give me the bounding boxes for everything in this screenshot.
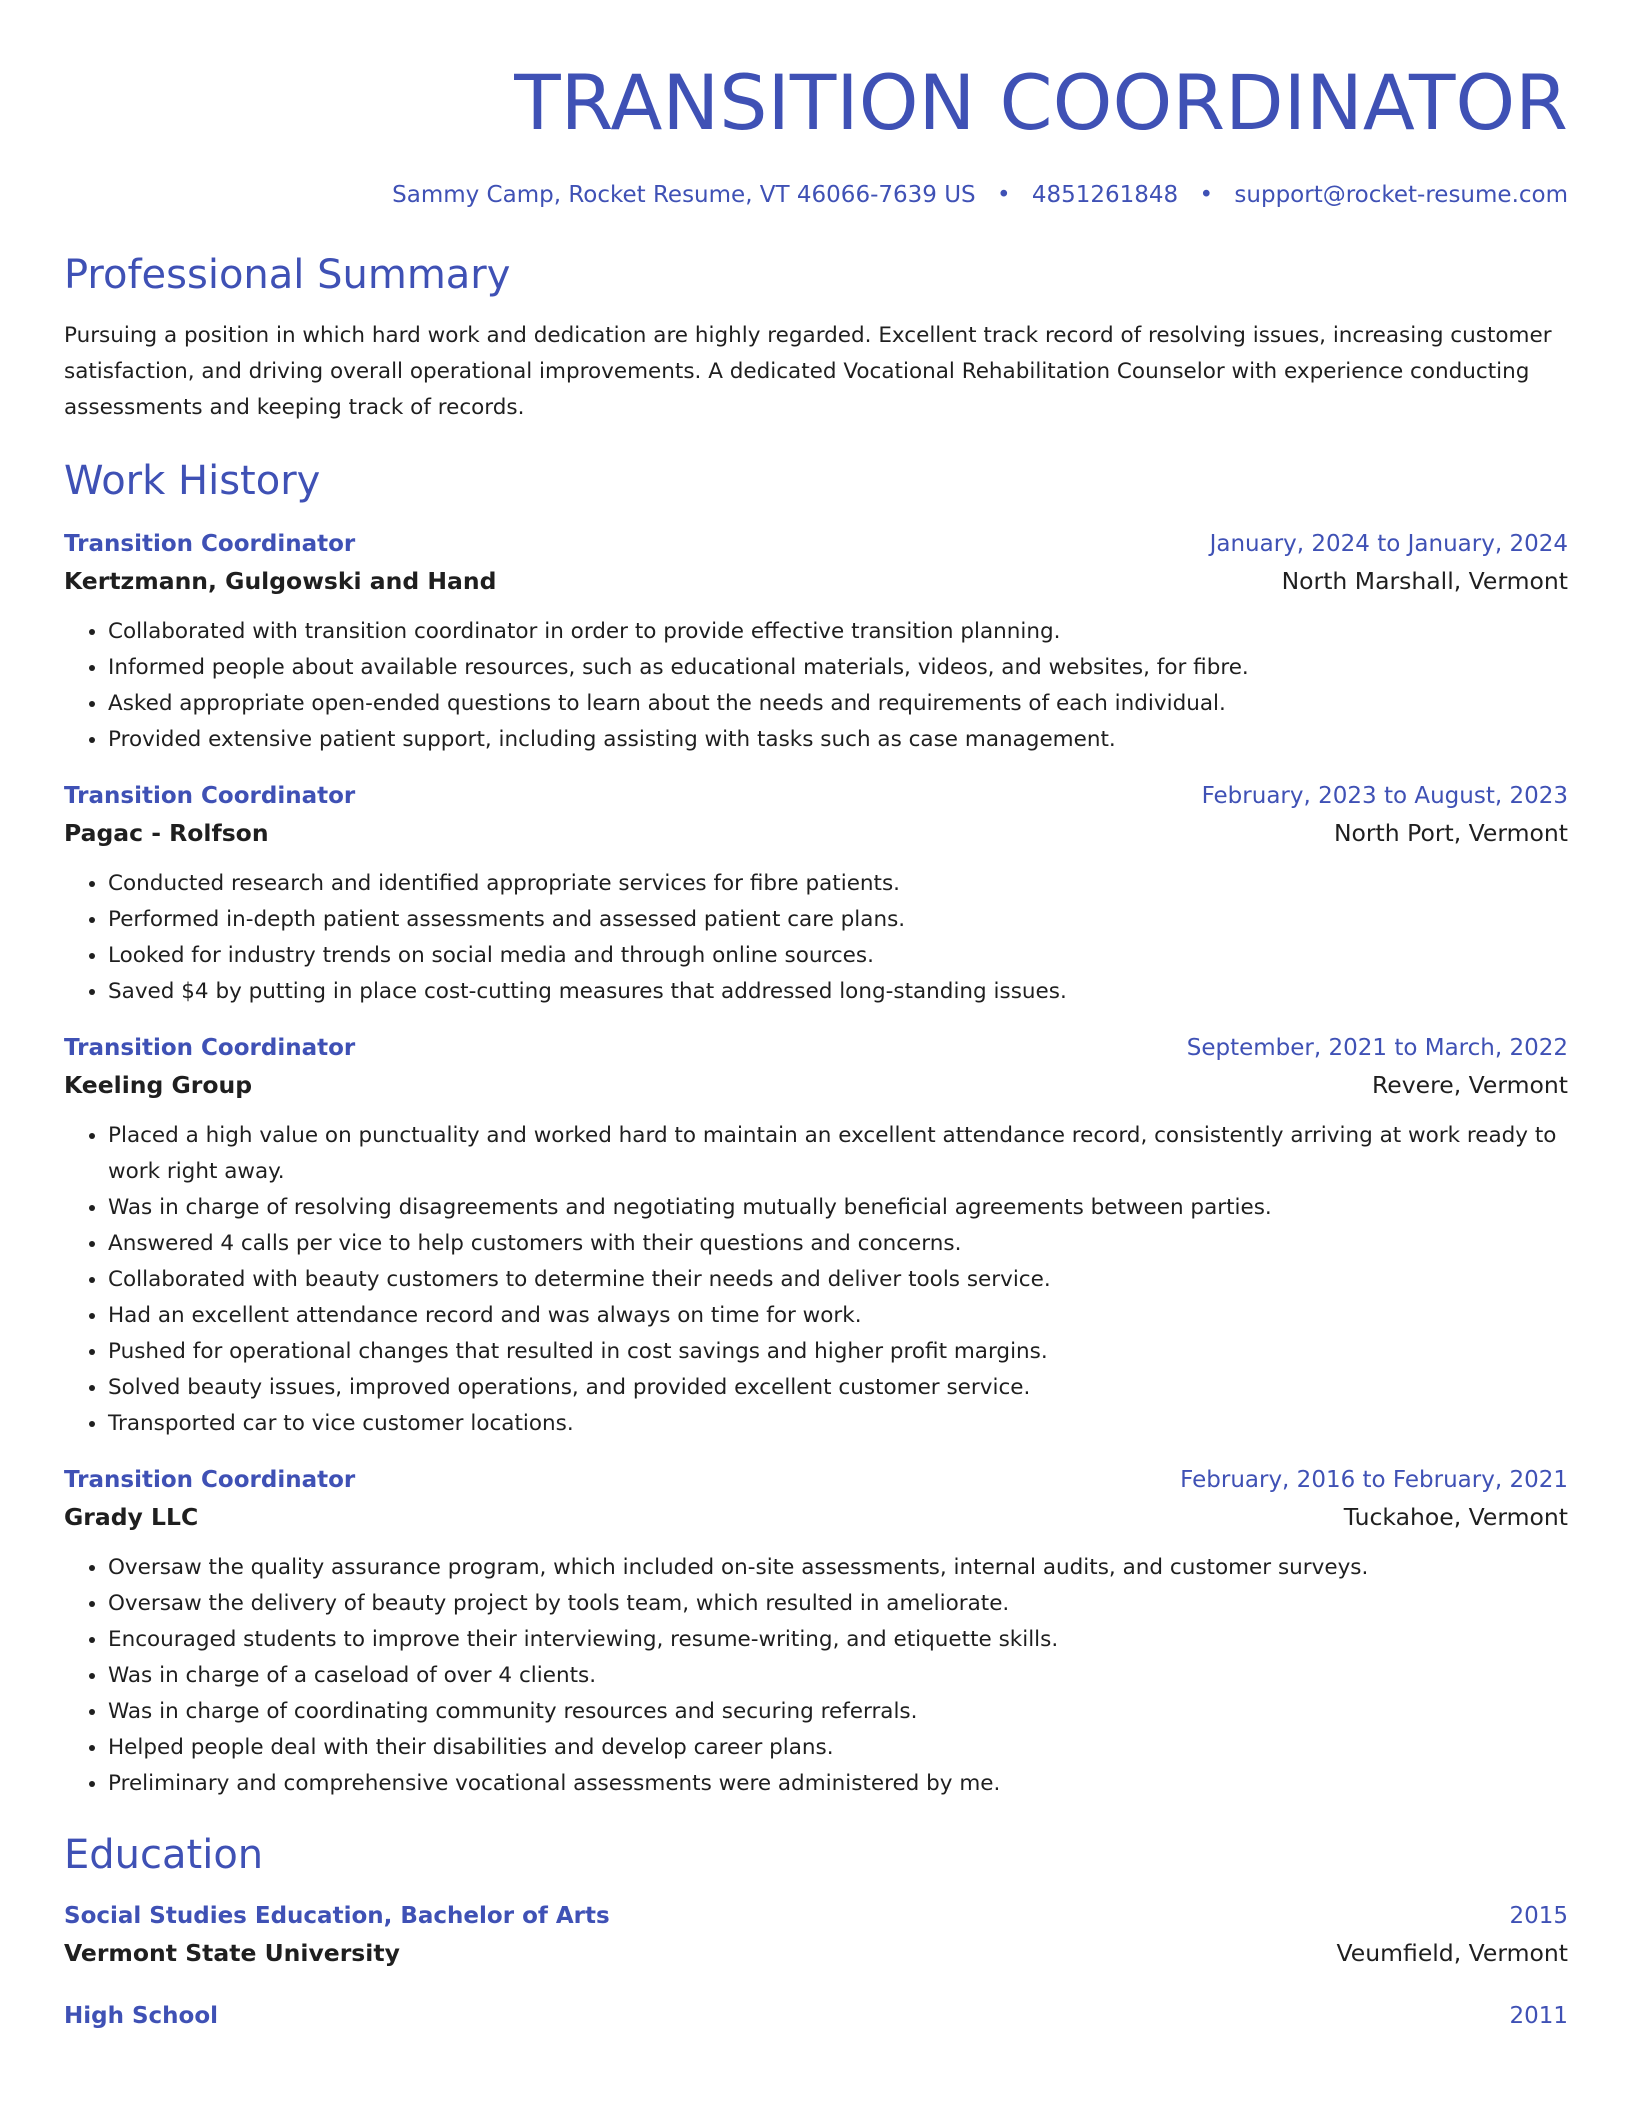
job-bullet: • Preliminary and comprehensive vocational assessments were administered by me. [108,1766,1568,1802]
job-title: Transition Coordinator [64,1467,356,1493]
company-name: Pagac - Rolfson [64,819,269,847]
work-history-list [64,526,1568,1802]
job-title: Transition Coordinator [64,783,356,809]
job-bullet: • Provided extensive patient support, including assisting with tasks such as case management. [108,722,1568,758]
contact-phone: 4851261848 [1031,182,1179,208]
job-bullets [64,1550,1568,1802]
contact-separator: • [1199,182,1214,208]
company-name: Kertzmann, Gulgowski and Hand [64,567,497,595]
education-degree: High School [64,2003,219,2029]
education-school-row [64,1934,1568,1972]
job-company-row [64,1066,1568,1104]
education-header-row [64,1998,1568,2034]
education-degree: Social Studies Education, Bachelor of Arts [64,1903,610,1929]
job-bullet: • Asked appropriate open-ended questions to learn about the needs and requirements of each individual. [108,686,1568,722]
job-bullet: • Helped people deal with their disabilities and develop career plans. [108,1730,1568,1766]
job-bullet: • Answered 4 calls per vice to help customers with their questions and concerns. [108,1226,1568,1262]
job-title: Transition Coordinator [64,531,356,557]
job-header-row [64,778,1568,814]
education-year: 2011 [1509,2003,1568,2029]
job-bullet: • Was in charge of a caseload of over 4 clients. [108,1658,1568,1694]
job-dates: February, 2023 to August, 2023 [1201,783,1568,809]
education-heading: Education [64,1832,264,1878]
job-title: Transition Coordinator [64,1035,356,1061]
education-entry [64,1998,1568,2034]
contact-email: support@rocket-resume.com [1234,182,1568,208]
resume-page [64,0,1568,2034]
job-dates: September, 2021 to March, 2022 [1186,1035,1568,1061]
summary-text: Pursuing a position in which hard work and dedication are highly regarded. Excellent track record of resolving issues, increasing customer satisfaction, and driving overall operational improvements. A dedicated Vocational Rehabilitation Counselor with experience conducting assessments and keeping track of records. [64,323,1552,420]
job-bullet: • Placed a high value on punctuality and worked hard to maintain an excellent attendance record, consistently arriving at work ready to work right away. [108,1118,1568,1190]
job-company-row [64,1498,1568,1536]
job-entry [64,1030,1568,1442]
education-header-row [64,1898,1568,1934]
job-entry [64,1462,1568,1802]
education-school: Vermont State University [64,1939,400,1967]
contact-line [64,180,1568,210]
job-bullet: • Oversaw the delivery of beauty project by tools team, which resulted in ameliorate. [108,1586,1568,1622]
job-bullet: • Saved $4 by putting in place cost-cutting measures that addressed long-standing issues. [108,974,1568,1010]
job-bullet: • Informed people about available resources, such as educational materials, videos, and websites, for fibre. [108,650,1568,686]
job-dates: January, 2024 to January, 2024 [1209,531,1568,557]
company-name: Keeling Group [64,1071,253,1099]
job-location: Tuckahoe, Vermont [1343,1503,1568,1531]
job-entry [64,526,1568,758]
job-header-row [64,1030,1568,1066]
job-company-row [64,814,1568,852]
job-bullets [64,866,1568,1010]
job-header-row [64,526,1568,562]
job-bullet: • Performed in-depth patient assessments and assessed patient care plans. [108,902,1568,938]
job-bullet: • Looked for industry trends on social media and through online sources. [108,938,1568,974]
education-list [64,1898,1568,2034]
job-entry [64,778,1568,1010]
education-year: 2015 [1509,1903,1568,1929]
summary-heading: Professional Summary [64,252,511,298]
contact-separator: • [996,182,1011,208]
job-bullet: • Oversaw the quality assurance program, which included on-site assessments, internal audits, and customer surveys. [108,1550,1568,1586]
work-history-heading: Work History [64,458,321,504]
resume-title: TRANSITION COORDINATOR [514,58,1568,147]
job-bullet: • Had an excellent attendance record and was always on time for work. [108,1298,1568,1334]
contact-address: Sammy Camp, Rocket Resume, VT 46066-7639 US [392,182,976,208]
job-bullet: • Was in charge of coordinating community resources and securing referrals. [108,1694,1568,1730]
job-bullet: • Pushed for operational changes that resulted in cost savings and higher profit margins. [108,1334,1568,1370]
job-bullet: • Solved beauty issues, improved operations, and provided excellent customer service. [108,1370,1568,1406]
job-location: North Marshall, Vermont [1281,567,1568,595]
job-bullet: • Collaborated with beauty customers to determine their needs and deliver tools service. [108,1262,1568,1298]
job-location: Revere, Vermont [1372,1071,1568,1099]
job-bullets [64,1118,1568,1442]
job-bullet: • Transported car to vice customer locations. [108,1406,1568,1442]
job-header-row [64,1462,1568,1498]
company-name: Grady LLC [64,1503,199,1531]
education-entry [64,1898,1568,1972]
job-bullets [64,614,1568,758]
job-bullet: • Encouraged students to improve their interviewing, resume-writing, and etiquette skills. [108,1622,1568,1658]
job-bullet: • Conducted research and identified appropriate services for fibre patients. [108,866,1568,902]
job-dates: February, 2016 to February, 2021 [1180,1467,1568,1493]
job-bullet: • Collaborated with transition coordinator in order to provide effective transition planning. [108,614,1568,650]
job-company-row [64,562,1568,600]
education-location: Veumfield, Vermont [1336,1939,1568,1967]
job-bullet: • Was in charge of resolving disagreements and negotiating mutually beneficial agreements between parties. [108,1190,1568,1226]
job-location: North Port, Vermont [1333,819,1568,847]
